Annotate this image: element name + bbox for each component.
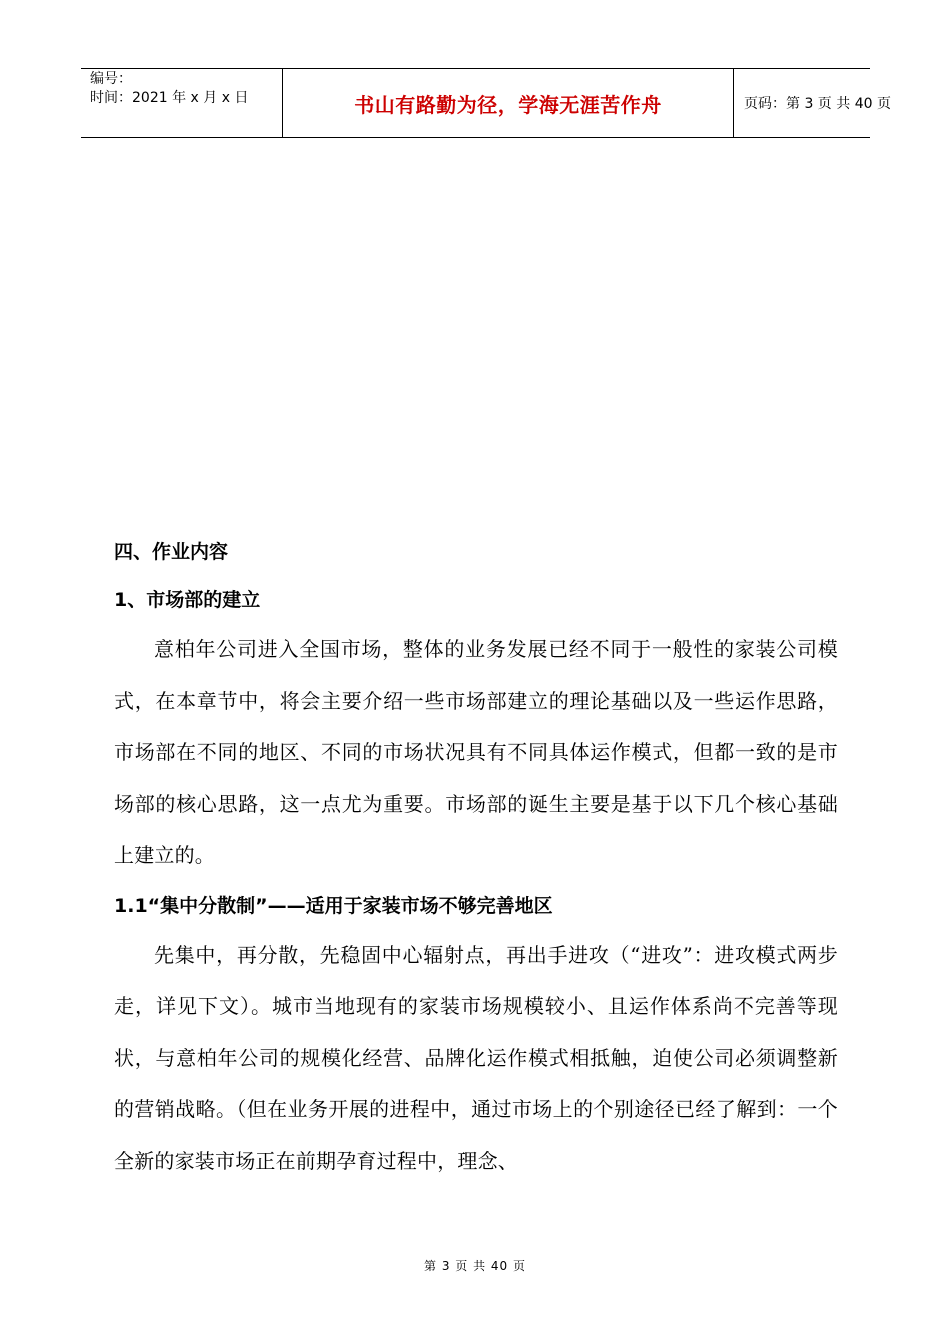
paragraph-2: 先集中，再分散，先稳固中心辐射点，再出手进攻（“进攻”：进攻模式两步走，详见下文）。城市当地现有的家装市场规模较小、且运作体系尚不完善等现状，与意柏年公司的规模化经营、品牌化运作模式相抵触，迫使公司必须调整新的营销战略。（但在业务开展的进程中，通过市场上的个别途径已经了解到：一个全新的家装市场正在前期孕育过程中，理念、 [114, 942, 838, 1173]
paragraph-1: 意柏年公司进入全国市场，整体的业务发展已经不同于一般性的家装公司模式，在本章节中，将会主要介绍一些市场部建立的理论基础以及一些运作思路，市场部在不同的地区、不同的市场状况具有不同具体运作模式，但都一致的是市场部的核心思路，这一点尤为重要。市场部的诞生主要是基于以下几个核心基础上建立的。 [114, 637, 838, 867]
date-label: 时间：2021 年 x 月 x 日 [90, 90, 249, 106]
page-header [81, 68, 891, 138]
number-label: 编号： [90, 71, 132, 87]
header-page-info: 页码：第 3 页 共 40 页 [744, 96, 891, 112]
document-body [114, 528, 838, 1187]
subsubsection-heading: 1.1“集中分散制”——适用于家装市场不够完善地区 [114, 894, 553, 917]
header-motto: 书山有路勤为径，学海无涯苦作舟 [282, 69, 734, 137]
section-heading: 四、作业内容 [114, 541, 229, 563]
header-meta [81, 69, 282, 137]
page-footer: 第 3 页 共 40 页 [424, 1259, 526, 1273]
subsection-heading: 1、市场部的建立 [114, 589, 261, 611]
